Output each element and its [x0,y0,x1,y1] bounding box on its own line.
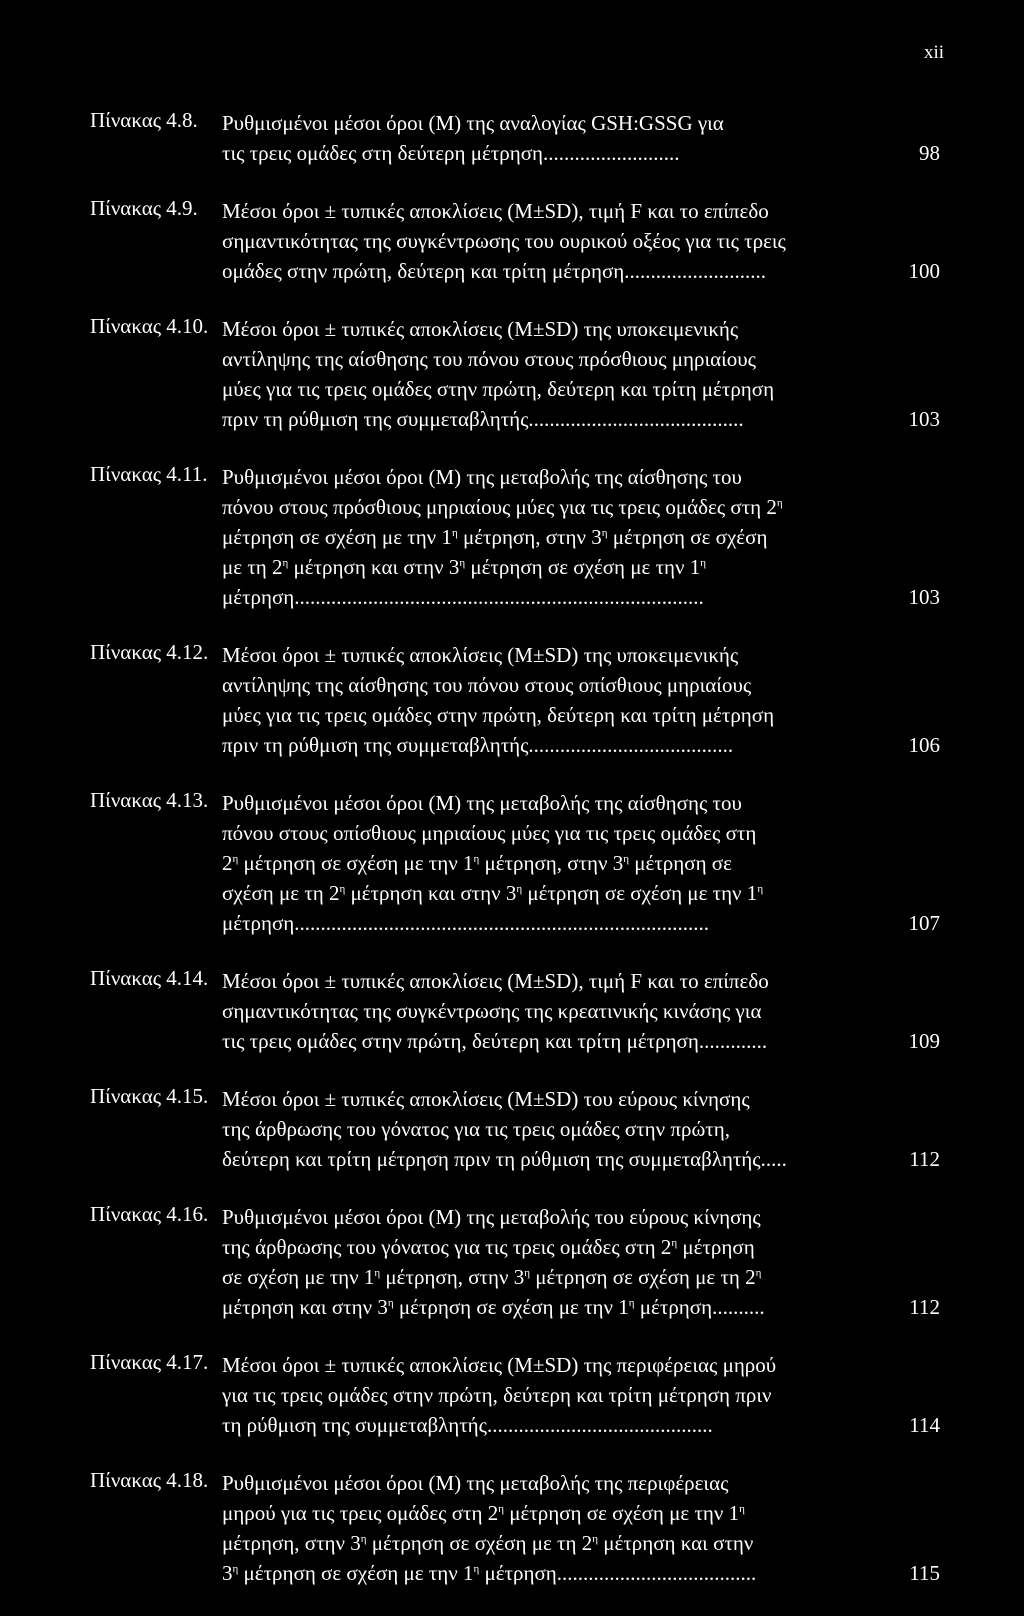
table-caption [222,108,922,168]
caption-line: Μέσοι όροι ± τυπικές αποκλίσεις (M±SD) της υποκειμενικής [222,317,739,341]
ordinal-superscript: η [339,883,346,895]
table-label: Πίνακας 4.12. [90,640,209,664]
caption-segment: μέτρηση σε σχέση με την 1 [238,1561,474,1585]
caption-segment: μέτρηση, στην 3 [457,525,602,549]
caption-line: Μέσοι όροι ± τυπικές αποκλίσεις (M±SD) του εύρους κίνησης [222,1087,750,1111]
caption-segment: μέτρηση σε σχέση με τη 2 [529,1265,756,1289]
ordinal-superscript: η [601,527,608,539]
caption-line [222,1262,922,1292]
ordinal-superscript: η [387,1297,394,1309]
caption-line [222,552,922,582]
ordinal-superscript: η [700,557,707,569]
table-caption [222,640,922,760]
caption-line: τις τρεις ομάδες στην πρώτη, δεύτερη και τρίτη μέτρηση............. [222,1029,768,1053]
caption-segment: μέτρηση σε σχέση με την 1 [522,881,758,905]
caption-segment: 3 [222,1561,233,1585]
ordinal-superscript: η [757,883,764,895]
table-label: Πίνακας 4.18. [90,1468,209,1492]
ordinal-superscript: η [516,883,523,895]
caption-line [222,1558,922,1588]
page-ref: 107 [908,911,940,935]
table-caption [222,1468,922,1588]
caption-segment: μέτρηση σε σχέση με την 1 [465,555,701,579]
ordinal-superscript: η [360,1533,367,1545]
ordinal-superscript: η [451,527,458,539]
caption-segment: μέτρηση, στην 3 [222,1531,361,1555]
caption-line: Ρυθμισμένοι μέσοι όροι (Μ) της μεταβολής του εύρους κίνησης [222,1205,761,1229]
caption-segment: με τη 2 [222,555,283,579]
ordinal-superscript: η [628,1297,635,1309]
caption-segment: μέτρηση και στην [598,1531,754,1555]
caption-line [222,522,922,552]
page-ref: 114 [909,1413,940,1437]
caption-line [222,848,922,878]
caption-line: δεύτερη και τρίτη μέτρηση πριν τη ρύθμιση της συμμεταβλητής..... [222,1147,787,1171]
ordinal-superscript: η [671,1237,678,1249]
page-ref: 109 [908,1029,940,1053]
ordinal-superscript: η [232,853,239,865]
ordinal-superscript: η [755,1267,762,1279]
ordinal-superscript: η [592,1533,598,1545]
ordinal-superscript: η [473,1563,480,1575]
caption-segment: μέτρηση και στην 3 [345,881,517,905]
table-caption [222,1350,922,1440]
caption-line: Μέσοι όροι ± τυπικές αποκλίσεις (M±SD), τιμή F και το επίπεδο [222,969,769,993]
caption-segment: μέτρηση [677,1235,755,1259]
page-ref: 106 [908,733,940,757]
table-label: Πίνακας 4.8. [90,108,198,132]
page-number: xii [923,42,944,63]
caption-segment: μέτρηση και στην 3 [288,555,460,579]
caption-line: ομάδες στην πρώτη, δεύτερη και τρίτη μέτρηση........................... [222,259,767,283]
caption-line: πόνου στους οπίσθιους μηριαίους μύες για τις τρεις ομάδες στη [222,821,757,845]
caption-line: μέτρηση.............................................................................. [222,585,704,609]
table-caption [222,788,922,938]
caption-line: για τις τρεις ομάδες στην πρώτη, δεύτερη και τρίτη μέτρηση πριν [222,1383,772,1407]
caption-line: τη ρύθμιση της συμμεταβλητής........................................... [222,1413,713,1437]
ordinal-superscript: η [232,1563,239,1575]
caption-line: Ρυθμισμένοι μέσοι όροι (Μ) της μεταβολής της περιφέρειας [222,1471,729,1495]
table-label: Πίνακας 4.14. [90,966,209,990]
toc-entry [90,108,950,168]
caption-segment: μέτρηση, στην 3 [479,851,624,875]
caption-line [222,878,922,908]
caption-segment: μέτρηση...................................... [479,1561,757,1585]
page-ref: 115 [909,1561,940,1585]
caption-line: μύες για τις τρεις ομάδες στην πρώτη, δεύτερη και τρίτη μέτρηση [222,377,775,401]
caption-segment: της άρθρωσης του γόνατος για τις τρεις ομάδες στη 2 [222,1235,672,1259]
caption-line: πριν τη ρύθμιση της συμμεταβλητής....................................... [222,733,734,757]
caption-segment: μηρού για τις τρεις ομάδες στη 2 [222,1501,499,1525]
page-ref: 103 [908,407,940,431]
table-label: Πίνακας 4.11. [90,462,208,486]
caption-segment: σχέση με τη 2 [222,881,340,905]
ordinal-superscript: η [282,557,289,569]
toc-entry [90,1468,950,1588]
page-ref: 112 [909,1147,940,1171]
caption-line [222,1528,922,1558]
caption-line: πριν τη ρύθμιση της συμμεταβλητής......................................... [222,407,744,431]
caption-segment: μέτρηση σε σχέση με τη 2 [366,1531,593,1555]
table-label: Πίνακας 4.10. [90,314,209,338]
table-caption [222,314,922,434]
caption-line [222,1232,922,1262]
table-caption [222,462,922,612]
page-ref: 103 [908,585,940,609]
toc-entry [90,196,950,286]
caption-line: αντίληψης της αίσθησης του πόνου στους πρόσθιους μηριαίους [222,347,756,371]
table-label: Πίνακας 4.16. [90,1202,209,1226]
caption-line: Μέσοι όροι ± τυπικές αποκλίσεις (M±SD) της περιφέρειας μηρού [222,1353,777,1377]
caption-segment: μέτρηση και στην 3 [222,1295,388,1319]
caption-segment: μέτρηση.......... [634,1295,765,1319]
table-caption [222,966,922,1056]
caption-segment: μέτρηση σε σχέση με την 1 [393,1295,629,1319]
list-of-tables [90,108,950,1616]
caption-line: Ρυθμισμένοι μέσοι όροι (Μ) της μεταβολής της αίσθησης του [222,791,742,815]
toc-entry [90,462,950,612]
ordinal-superscript: η [739,1503,745,1515]
page-ref: 98 [919,141,940,165]
toc-entry [90,788,950,938]
caption-line: μέτρηση............................................................................... [222,911,710,935]
toc-entry [90,1350,950,1440]
caption-line: τις τρεις ομάδες στη δεύτερη μέτρηση.......................... [222,141,680,165]
caption-line [222,1498,922,1528]
table-label: Πίνακας 4.15. [90,1084,209,1108]
caption-segment: μέτρηση σε σχέση με την 1 [238,851,474,875]
caption-line: Ρυθμισμένοι μέσοι όροι (Μ) της αναλογίας GSH:GSSG για [222,111,724,135]
table-label: Πίνακας 4.17. [90,1350,209,1374]
toc-entry [90,314,950,434]
caption-line: Ρυθμισμένοι μέσοι όροι (Μ) της μεταβολής της αίσθησης του [222,465,742,489]
toc-entry [90,1084,950,1174]
ordinal-superscript: η [459,557,466,569]
caption-segment: μέτρηση σε [629,851,732,875]
caption-segment: σε σχέση με την 1 [222,1265,375,1289]
caption-segment: πόνου στους πρόσθιους μηριαίους μύες για τις τρεις ομάδες στη 2 [222,495,777,519]
caption-line: της άρθρωσης του γόνατος για τις τρεις ομάδες στην πρώτη, [222,1117,730,1141]
caption-segment: μέτρηση σε σχέση [607,525,768,549]
caption-line: αντίληψης της αίσθησης του πόνου στους οπίσθιους μηριαίους [222,673,752,697]
ordinal-superscript: η [623,853,630,865]
table-caption [222,1084,922,1174]
ordinal-superscript: η [374,1267,381,1279]
caption-segment: μέτρηση σε σχέση με την 1 [222,525,452,549]
caption-line: μύες για τις τρεις ομάδες στην πρώτη, δεύτερη και τρίτη μέτρηση [222,703,775,727]
page-ref: 112 [909,1295,940,1319]
toc-entry [90,1202,950,1322]
ordinal-superscript: η [524,1267,530,1279]
table-caption [222,1202,922,1322]
caption-segment: 2 [222,851,233,875]
ordinal-superscript: η [498,1503,504,1515]
ordinal-superscript: η [473,853,480,865]
toc-entry [90,966,950,1056]
page-ref: 100 [908,259,940,283]
caption-line: σημαντικότητας της συγκέντρωσης της κρεατινικής κινάσης για [222,999,762,1023]
caption-segment: μέτρηση, στην 3 [380,1265,525,1289]
toc-entry [90,640,950,760]
ordinal-superscript: η [776,497,783,509]
table-label: Πίνακας 4.9. [90,196,198,220]
caption-line: Μέσοι όροι ± τυπικές αποκλίσεις (M±SD), τιμή F και το επίπεδο [222,199,769,223]
caption-line: σημαντικότητας της συγκέντρωσης του ουρικού οξέος για τις τρεις [222,229,786,253]
table-label: Πίνακας 4.13. [90,788,209,812]
caption-line [222,1292,922,1322]
caption-segment: μέτρηση σε σχέση με την 1 [503,1501,740,1525]
caption-line [222,492,922,522]
table-caption [222,196,922,286]
caption-line: Μέσοι όροι ± τυπικές αποκλίσεις (M±SD) της υποκειμενικής [222,643,739,667]
